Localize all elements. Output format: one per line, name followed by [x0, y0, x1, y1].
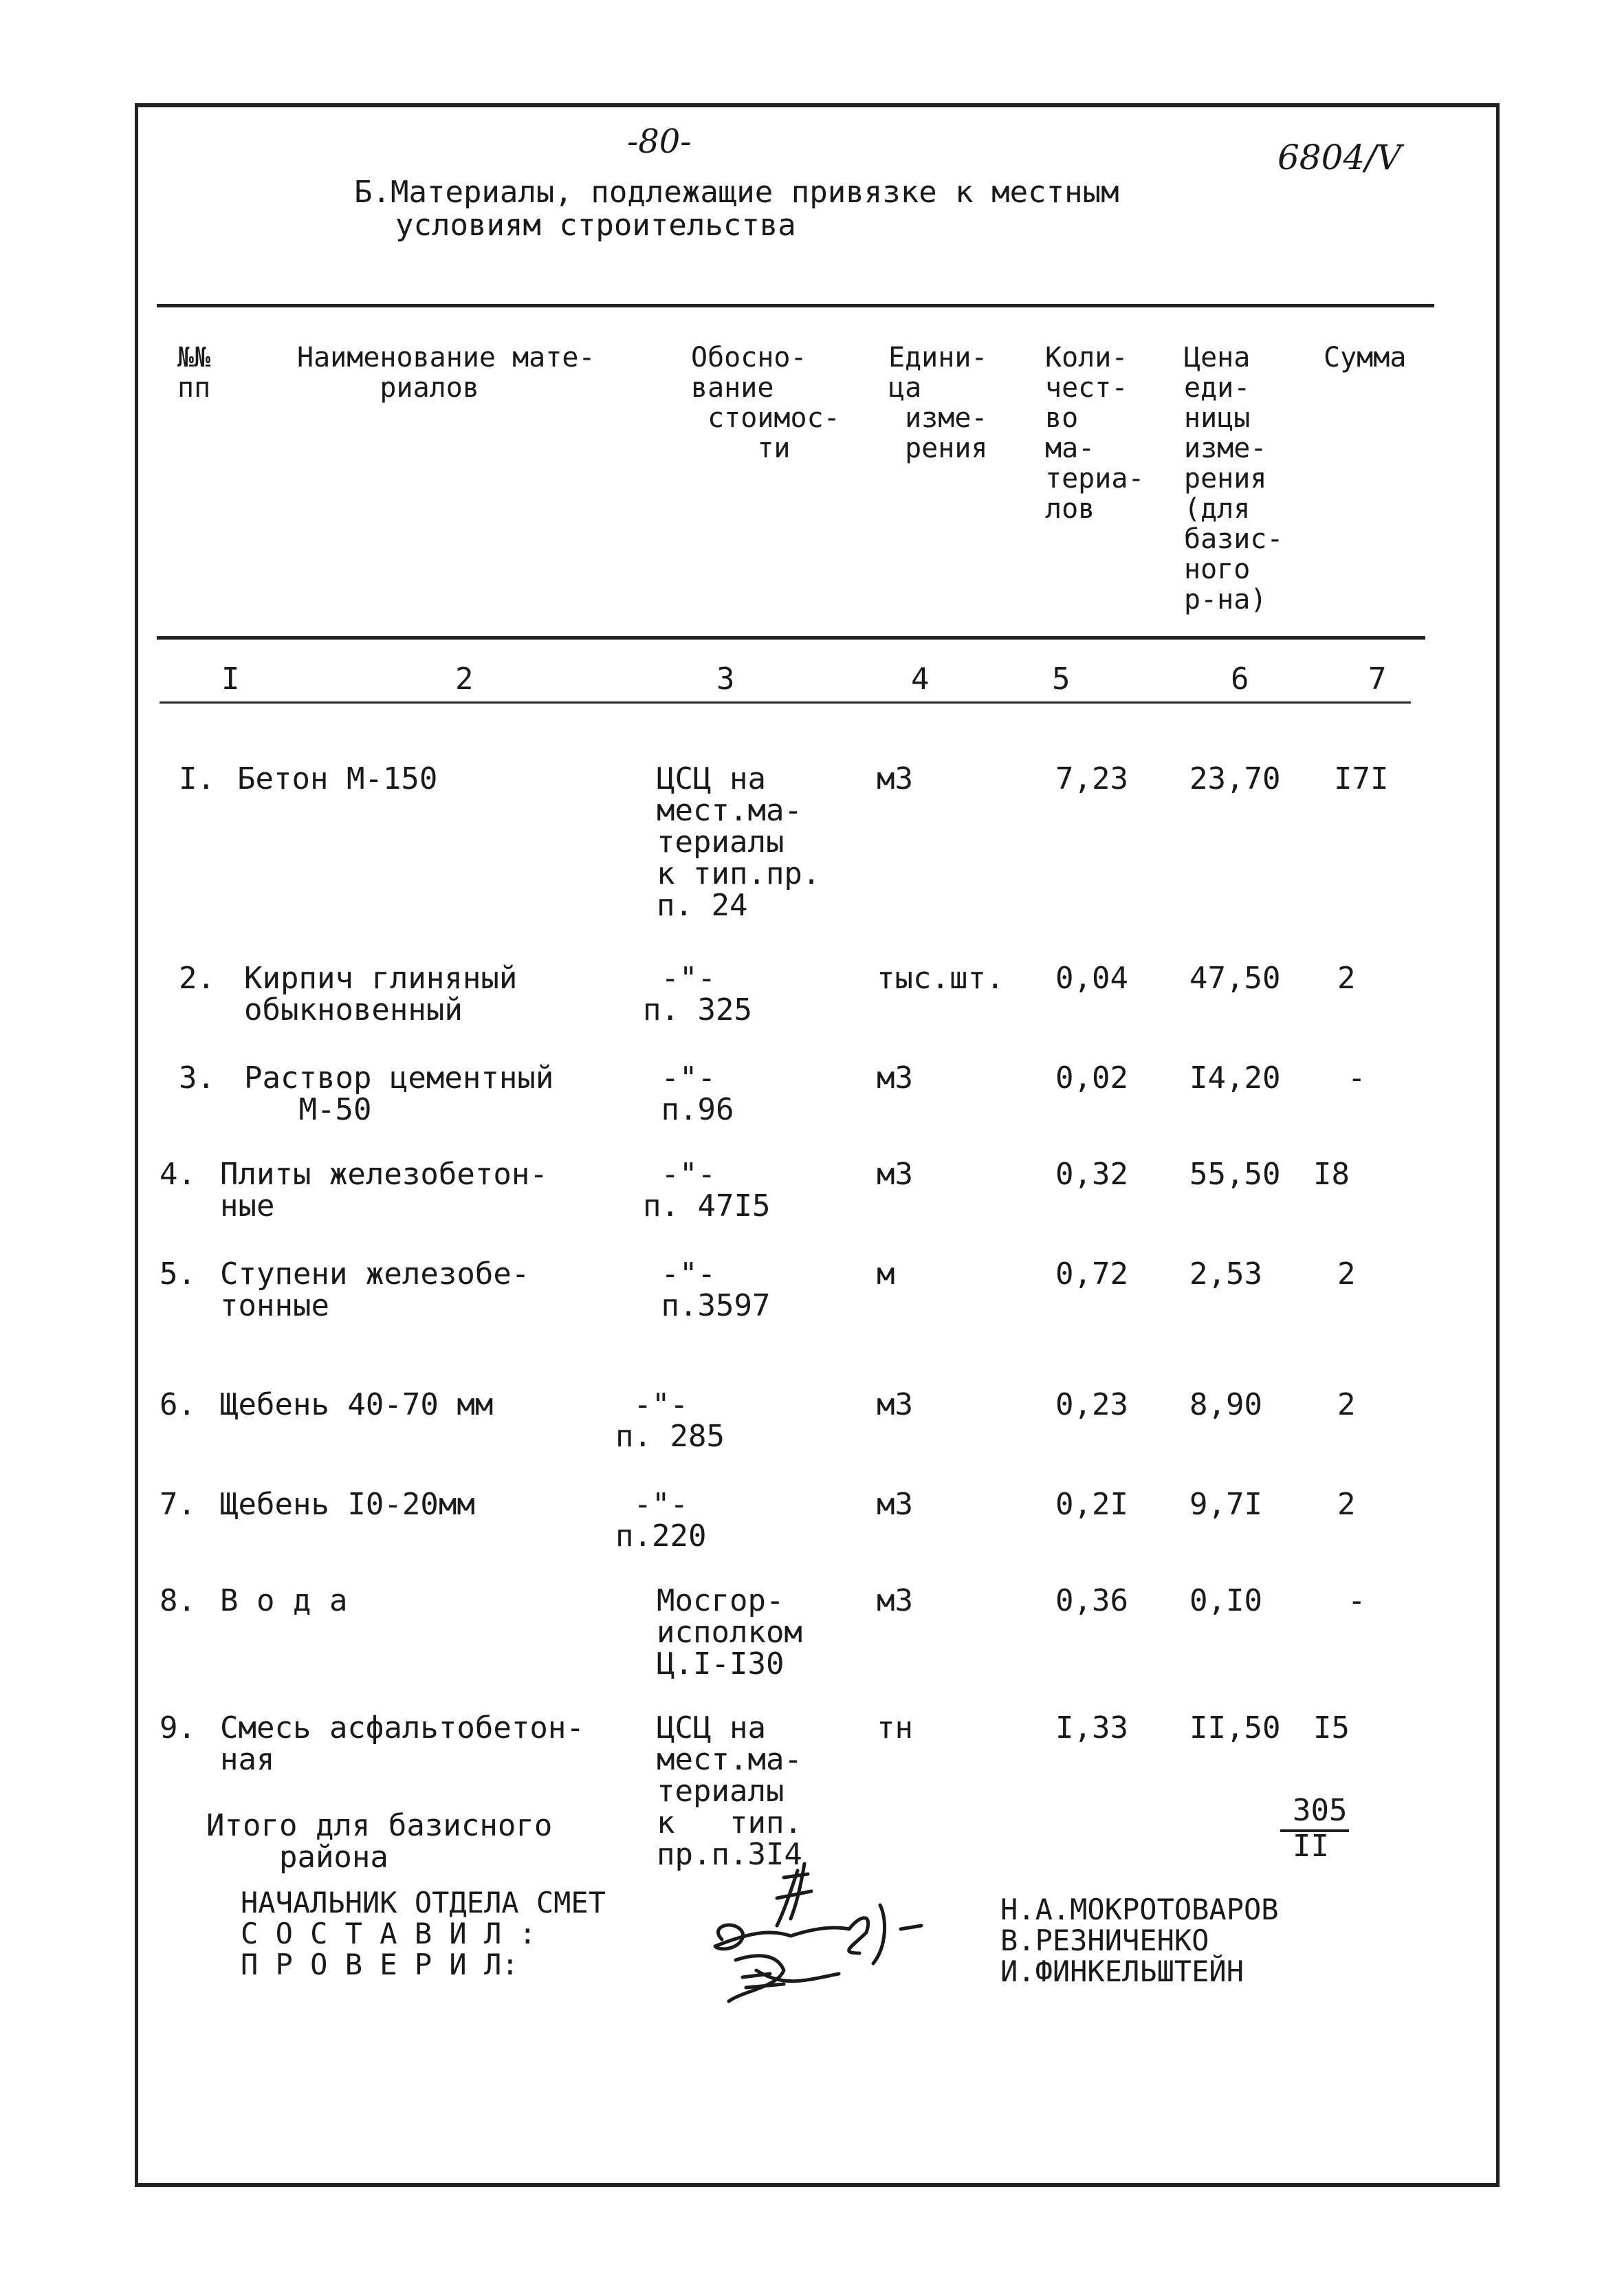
quantity: 0,02	[1055, 1060, 1128, 1096]
quantity: 0,23	[1055, 1387, 1128, 1422]
unit-price: 55,50	[1189, 1157, 1281, 1192]
column-number: 7	[1368, 662, 1387, 697]
name-checked: И.ФИНКЕЛЬШТЕЙН	[1000, 1955, 1244, 1988]
header-sum: Сумма	[1324, 342, 1407, 373]
row-number: I.	[179, 761, 215, 796]
quantity: 7,23	[1055, 761, 1128, 796]
handwritten-signature	[681, 1850, 983, 2022]
sum: I5	[1313, 1710, 1350, 1745]
column-number: 5	[1052, 662, 1071, 697]
cost-basis: Мосгор- исполком Ц.I-I30	[657, 1583, 802, 1681]
unit: м3	[877, 1157, 913, 1192]
quantity: 0,36	[1055, 1583, 1128, 1618]
cost-basis: -"- п. 47I5	[643, 1157, 771, 1223]
total-label: Итого для базисного района	[206, 1808, 553, 1875]
sum: 2	[1337, 1487, 1356, 1522]
cost-basis: -"- п.96	[661, 1060, 734, 1127]
material-name: Смесь асфальтобетон- ная	[220, 1710, 584, 1777]
row-number: 4.	[160, 1157, 196, 1192]
unit: тн	[877, 1710, 913, 1745]
header-basis: Обосно- вание стоимос- ти	[691, 342, 840, 464]
unit-price: 0,I0	[1189, 1583, 1262, 1618]
unit-price: I4,20	[1189, 1060, 1281, 1096]
quantity: 0,2I	[1055, 1487, 1128, 1522]
material-name: Щебень I0-20мм	[220, 1487, 475, 1522]
name-compiled: В.РЕЗНИЧЕНКО	[1000, 1924, 1209, 1957]
sum: 2	[1337, 1256, 1356, 1292]
material-name: В о д а	[220, 1583, 348, 1618]
name-chief: Н.А.МОКРОТОВАРОВ	[1000, 1893, 1279, 1926]
quantity: 0,32	[1055, 1157, 1128, 1192]
cost-basis: -"- п.220	[615, 1487, 707, 1554]
unit-price: 8,90	[1189, 1387, 1262, 1422]
column-number: I	[221, 662, 240, 697]
unit: тыс.шт.	[877, 961, 1005, 996]
section-title-line1: Б.Материалы, подлежащие привязке к местным	[354, 175, 1119, 210]
row-number: 7.	[160, 1487, 196, 1522]
material-name: Ступени железобе- тонные	[220, 1256, 530, 1323]
cost-basis: -"- п. 325	[643, 961, 752, 1027]
quantity: 0,04	[1055, 961, 1128, 996]
material-name: Щебень 40-70 мм	[220, 1387, 494, 1422]
cost-basis: -"- п. 285	[615, 1387, 725, 1454]
role-checked: П Р О В Е Р И Л:	[241, 1948, 519, 1981]
header-price: Цена еди- ницы изме- рения (для базис- ного р-на)	[1184, 342, 1284, 616]
section-title-line2: условиям строительства	[395, 208, 796, 243]
document-code: 6804/V	[1277, 138, 1402, 177]
table-header-rule	[157, 636, 1425, 640]
total-sub: II	[1293, 1829, 1329, 1864]
unit-price: 2,53	[1189, 1256, 1262, 1292]
column-number: 2	[455, 662, 474, 697]
unit: м3	[877, 761, 913, 796]
unit-price: 9,7I	[1189, 1487, 1262, 1522]
unit-price: 47,50	[1189, 961, 1281, 996]
sum: I7I	[1334, 761, 1389, 796]
cost-basis: ЦСЦ на мест.ма- териалы к тип. пр.п.3I4	[657, 1710, 802, 1872]
sum: -	[1348, 1060, 1366, 1096]
row-number: 2.	[179, 961, 215, 996]
row-number: 6.	[160, 1387, 196, 1422]
column-number: 4	[911, 662, 930, 697]
sum: -	[1348, 1583, 1366, 1618]
unit: м3	[877, 1487, 913, 1522]
table-top-rule	[157, 304, 1434, 307]
material-name: Кирпич глиняный обыкновенный	[244, 961, 518, 1027]
column-number: 6	[1231, 662, 1249, 697]
row-number: 9.	[160, 1710, 196, 1745]
role-chief: НАЧАЛЬНИК ОТДЕЛА СМЕТ	[241, 1886, 606, 1919]
sum: I8	[1313, 1157, 1350, 1192]
column-number: 3	[716, 662, 735, 697]
quantity: 0,72	[1055, 1256, 1128, 1292]
sum: 2	[1337, 1387, 1356, 1422]
sum: 2	[1337, 961, 1356, 996]
page-number: -80-	[627, 122, 692, 161]
cost-basis: ЦСЦ на мест.ма- териалы к тип.пр. п. 24	[657, 761, 821, 923]
header-quantity: Коли- чест- во ма- териа- лов	[1045, 342, 1145, 525]
unit: м3	[877, 1387, 913, 1422]
material-name: Раствор цементный М-50	[244, 1060, 554, 1127]
header-number: №№ пп	[177, 342, 211, 404]
row-number: 3.	[179, 1060, 215, 1096]
unit: м	[877, 1256, 895, 1292]
material-name: Плиты железобетон- ные	[220, 1157, 548, 1223]
unit: м3	[877, 1583, 913, 1618]
row-number: 8.	[160, 1583, 196, 1618]
unit-price: II,50	[1189, 1710, 1281, 1745]
row-number: 5.	[160, 1256, 196, 1292]
cost-basis: -"- п.3597	[661, 1256, 771, 1323]
role-compiled: С О С Т А В И Л :	[241, 1917, 536, 1950]
header-name: Наименование мате- риалов	[297, 342, 595, 404]
column-number-rule	[160, 701, 1411, 704]
quantity: I,33	[1055, 1710, 1128, 1745]
unit: м3	[877, 1060, 913, 1096]
total-value: 305	[1293, 1793, 1348, 1828]
header-unit: Едини- ца изме- рения	[888, 342, 988, 464]
material-name: Бетон М-150	[237, 761, 438, 796]
unit-price: 23,70	[1189, 761, 1281, 796]
